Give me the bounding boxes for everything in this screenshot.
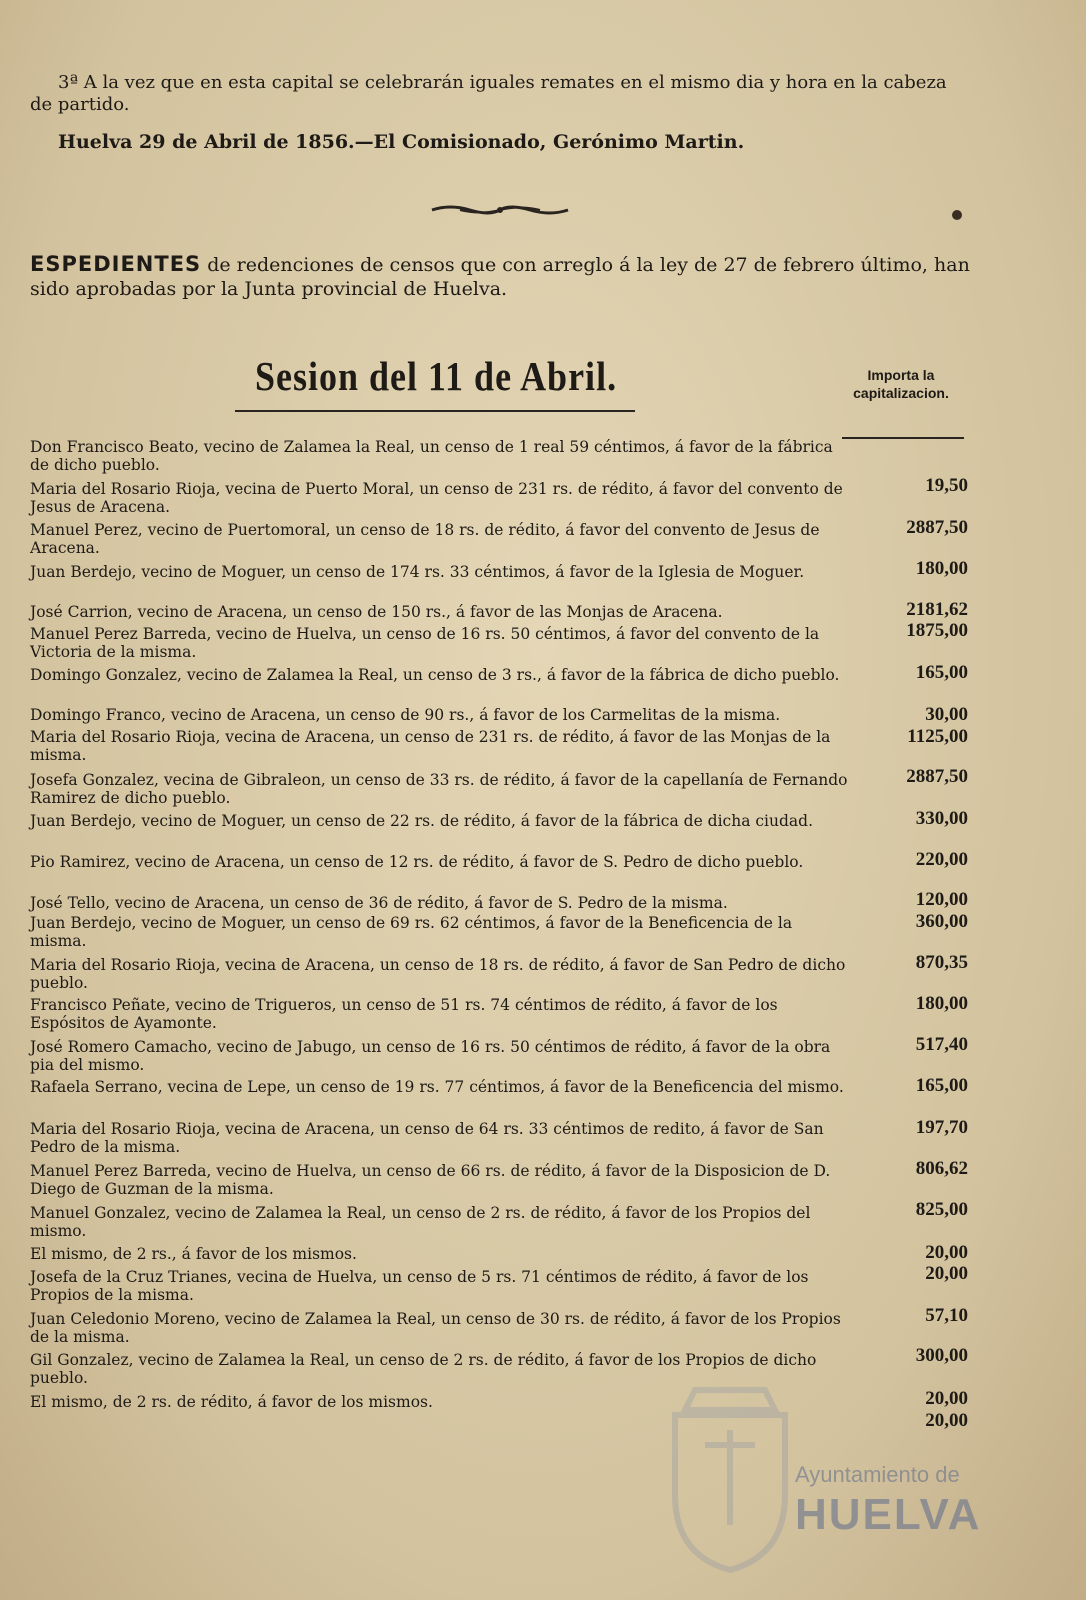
entry-text: José Carrion, vecino de Aracena, un censo de 150 rs., á favor de las Monjas de Aracena. — [30, 603, 723, 621]
entry-amount: 2181,62 — [906, 599, 968, 620]
entry-text: Maria del Rosario Rioja, vecina de Aracena, un censo de 64 rs. 33 céntimos de redito, á favor de San Pedro de la misma. — [30, 1120, 824, 1156]
expedientes-heading — [30, 252, 980, 301]
entry-amount: 19,50 — [925, 475, 968, 496]
entry-amount: 220,00 — [915, 849, 968, 870]
entry-amount: 180,00 — [915, 993, 968, 1014]
entry-text: Josefa Gonzalez, vecina de Gibraleon, un censo de 33 rs. de rédito, á favor de la capellanía de Fernando Ramirez de dicho pueblo. — [30, 771, 848, 807]
watermark-line2: HUELVA — [795, 1490, 982, 1539]
entry-amount: 2887,50 — [906, 517, 968, 538]
entry-amount: 20,00 — [925, 1263, 968, 1284]
entry-amount: 120,00 — [915, 889, 968, 910]
entry-text: José Romero Camacho, vecino de Jabugo, un censo de 16 rs. 50 céntimos de rédito, á favor de la obra pia del mismo. — [30, 1038, 831, 1074]
session-rule — [235, 410, 635, 412]
entry-amount: 360,00 — [915, 911, 968, 932]
entry-amount: 825,00 — [915, 1199, 968, 1220]
expedientes-title-rest: de redenciones de censos que con arreglo á la ley de 27 de febrero último, han sido aprobadas por la Junta provincial de Huelva. — [30, 254, 970, 300]
signature-line: Huelva 29 de Abril de 1856.—El Comisionado, Gerónimo Martin. — [58, 131, 745, 153]
entry-amount: 806,62 — [915, 1158, 968, 1179]
ink-spot — [952, 210, 962, 220]
session-title: Sesion del 11 de Abril. — [255, 353, 618, 399]
entry-amount: 330,00 — [915, 808, 968, 829]
entry-amount: 165,00 — [915, 662, 968, 683]
entry-text: Juan Berdejo, vecino de Moguer, un censo de 69 rs. 62 céntimos, á favor de la Beneficencia de la misma. — [30, 914, 793, 950]
entry-amount: 165,00 — [915, 1075, 968, 1096]
column-header-importa: Importa la capitalizacion. — [853, 367, 949, 401]
entry-text: Josefa de la Cruz Trianes, vecina de Huelva, un censo de 5 rs. 71 céntimos de rédito, á favor de los Propios de la misma. — [30, 1268, 809, 1304]
entry-text: Manuel Perez Barreda, vecino de Huelva, un censo de 66 rs. de rédito, á favor de la Disposicion de D. Diego de Guzman de la misma. — [30, 1162, 831, 1198]
entry-amount: 20,00 — [925, 1388, 968, 1409]
entry-amount: 20,00 — [925, 1410, 968, 1431]
entry-amount: 517,40 — [915, 1034, 968, 1055]
watermark-line1: Ayuntamiento de — [795, 1462, 960, 1487]
entry-text: José Tello, vecino de Aracena, un censo de 36 de rédito, á favor de S. Pedro de la misma. — [30, 894, 728, 912]
ornament-divider-icon — [430, 203, 570, 217]
entry-text: Domingo Franco, vecino de Aracena, un censo de 90 rs., á favor de los Carmelitas de la misma. — [30, 706, 781, 724]
entry-text: Gil Gonzalez, vecino de Zalamea la Real, un censo de 2 rs. de rédito, á favor de los Propios de dicho pueblo. — [30, 1351, 817, 1387]
entry-amount: 1875,00 — [906, 620, 968, 641]
entry-text: Maria del Rosario Rioja, vecina de Puerto Moral, un censo de 231 rs. de rédito, á favor del convento de Jesus de Aracena. — [30, 480, 843, 516]
entry-amount: 197,70 — [915, 1117, 968, 1138]
entry-text: Manuel Perez Barreda, vecino de Huelva, un censo de 16 rs. 50 céntimos, á favor del convento de la Victoria de la misma. — [30, 625, 820, 661]
entry-text: Manuel Gonzalez, vecino de Zalamea la Real, un censo de 2 rs. de rédito, á favor de los Propios del mismo. — [30, 1204, 811, 1240]
entry-amount: 870,35 — [915, 952, 968, 973]
entry-text: Juan Berdejo, vecino de Moguer, un censo de 174 rs. 33 céntimos, á favor de la Iglesia de Moguer. — [30, 563, 805, 581]
entry-amount: 20,00 — [925, 1242, 968, 1263]
entry-amount: 57,10 — [925, 1305, 968, 1326]
entry-text: Rafaela Serrano, vecina de Lepe, un censo de 19 rs. 77 céntimos, á favor de la Beneficencia del mismo. — [30, 1078, 844, 1096]
column-header-rule — [842, 437, 964, 439]
expedientes-title-word: ESPEDIENTES — [30, 252, 202, 276]
entry-amount: 1125,00 — [907, 726, 968, 747]
entry-text: Juan Berdejo, vecino de Moguer, un censo de 22 rs. de rédito, á favor de la fábrica de dicha ciudad. — [30, 812, 814, 830]
entry-text: Domingo Gonzalez, vecino de Zalamea la Real, un censo de 3 rs., á favor de la fábrica de dicho pueblo. — [30, 666, 840, 684]
entry-text: Manuel Perez, vecino de Puertomoral, un censo de 18 rs. de rédito, á favor del convento de Jesus de Aracena. — [30, 521, 820, 557]
entry-amount: 30,00 — [925, 704, 968, 725]
entry-text: El mismo, de 2 rs. de rédito, á favor de los mismos. — [30, 1393, 433, 1411]
entry-text: Juan Celedonio Moreno, vecino de Zalamea la Real, un censo de 30 rs. de rédito, á favor de los Propios de la misma. — [30, 1310, 841, 1346]
entry-text: El mismo, de 2 rs., á favor de los mismos. — [30, 1245, 357, 1263]
entry-text: Francisco Peñate, vecino de Trigueros, un censo de 51 rs. 74 céntimos de rédito, á favor de los Espósitos de Ayamonte. — [30, 996, 778, 1032]
entry-text: Don Francisco Beato, vecino de Zalamea la Real, un censo de 1 real 59 céntimos, á favor de la fábrica de dicho pueblo. — [30, 438, 833, 474]
entry-text: Pio Ramirez, vecino de Aracena, un censo de 12 rs. de rédito, á favor de S. Pedro de dicho pueblo. — [30, 853, 804, 871]
entry-amount: 2887,50 — [906, 766, 968, 787]
entry-text: Maria del Rosario Rioja, vecina de Aracena, un censo de 18 rs. de rédito, á favor de San Pedro de dicho pueblo. — [30, 956, 846, 992]
entry-amount: 180,00 — [915, 558, 968, 579]
entry-amount: 300,00 — [915, 1345, 968, 1366]
intro-paragraph: 3ª A la vez que en esta capital se celebrarán iguales remates en el mismo dia y hora en la cabeza de partido. — [30, 72, 947, 115]
entry-text: Maria del Rosario Rioja, vecina de Aracena, un censo de 231 rs. de rédito, á favor de las Monjas de la misma. — [30, 728, 831, 764]
